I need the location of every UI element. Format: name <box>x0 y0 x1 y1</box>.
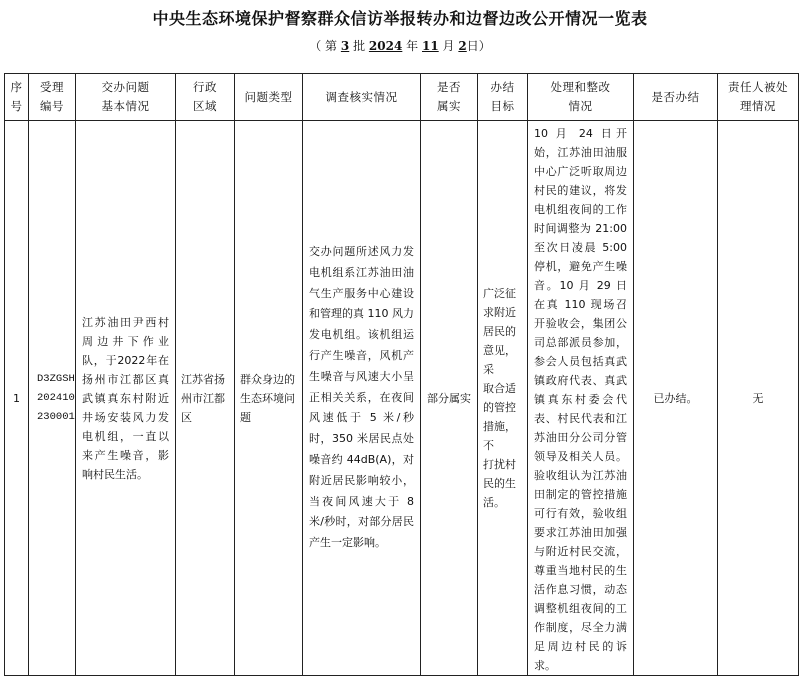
batch-number: 3 <box>340 39 350 53</box>
header-completed: 是否办结 <box>634 74 718 121</box>
header-type: 问题类型 <box>235 74 303 121</box>
table-row <box>5 121 799 676</box>
cell-region: 江苏省扬 州市江都 区 <box>176 121 235 676</box>
month-value: 11 <box>422 39 439 53</box>
cell-rectification: 10 月 24 日开始，江苏油田油服中心广泛听取周边村民的建议，将发电机组夜间的工作时间调整为 21:00 至次日凌晨 5:00 停机，避免产生噪音。10 月 29 日在真 110 现场召开验收会，集团公司总部派员参加，参会人员包括真武镇政府代表、真武镇真东村委会代表、村民代表和江苏油田分公司分管领导及相关人员。验收组认为江苏油田制定的管控措施可行有效，验收组要求江苏油田加强与附近村民交流，尊重当地村民的生活作息习惯，动态调整机组夜间的工作制度，尽全力满足周边村民的诉求。 <box>528 121 634 676</box>
header-accountability: 责任人被处 理情况 <box>718 74 799 121</box>
cell-investigation: 交办问题所述风力发电机组系江苏油田油气生产服务中心建设和管理的真 110 风力发电机组。该机组运行产生噪音，风机产生噪音与风速大小呈正相关关系，在夜间风速低于 5 米/秒时，350 米居民点处噪音约 44dB(A)，对附近居民影响较小，当夜间风速大于 8 米/秒时，对部分居民产生一定影响。 <box>303 121 421 676</box>
cell-code: D3ZGSH 202410 230001 <box>29 121 76 676</box>
document-title: 中央生态环境保护督察群众信访举报转办和边督边改公开情况一览表 <box>152 9 648 28</box>
header-rectification: 处理和整改 情况 <box>528 74 634 121</box>
batch-unit: 批 <box>353 39 366 53</box>
header-region: 行政 区域 <box>176 74 235 121</box>
cell-type: 群众身边的 生态环境问 题 <box>235 121 303 676</box>
table-header-row <box>5 74 799 121</box>
day-unit: 日） <box>466 39 491 53</box>
header-basic: 交办问题 基本情况 <box>76 74 176 121</box>
cell-completed: 已办结。 <box>634 121 718 676</box>
year-unit: 年 <box>406 39 419 53</box>
subtitle-open: （ 第 <box>309 39 338 53</box>
year-value: 2024 <box>368 39 403 53</box>
header-investigation: 调查核实情况 <box>303 74 421 121</box>
document-subtitle <box>0 37 800 54</box>
header-verified: 是否 属实 <box>421 74 478 121</box>
cell-basic: 江苏油田尹西村周边井下作业队，于2022年在扬州市江都区真武镇真东村附近井场安装风力发电机组，一直以来产生噪音，影响村民生活。 <box>76 121 176 676</box>
cell-accountability: 无 <box>718 121 799 676</box>
header-index: 序 号 <box>5 74 29 121</box>
cell-index: 1 <box>5 121 29 676</box>
cell-verified: 部分属实 <box>421 121 478 676</box>
cell-goal: 广泛征 求附近 居民的 意见，采 取合适 的管控 措施，不 打扰村 民的生 活。 <box>478 121 528 676</box>
petition-table <box>4 73 799 676</box>
header-code: 受理 编号 <box>29 74 76 121</box>
month-unit: 月 <box>442 39 455 53</box>
header-goal: 办结 目标 <box>478 74 528 121</box>
day-value: 2 <box>458 39 467 53</box>
